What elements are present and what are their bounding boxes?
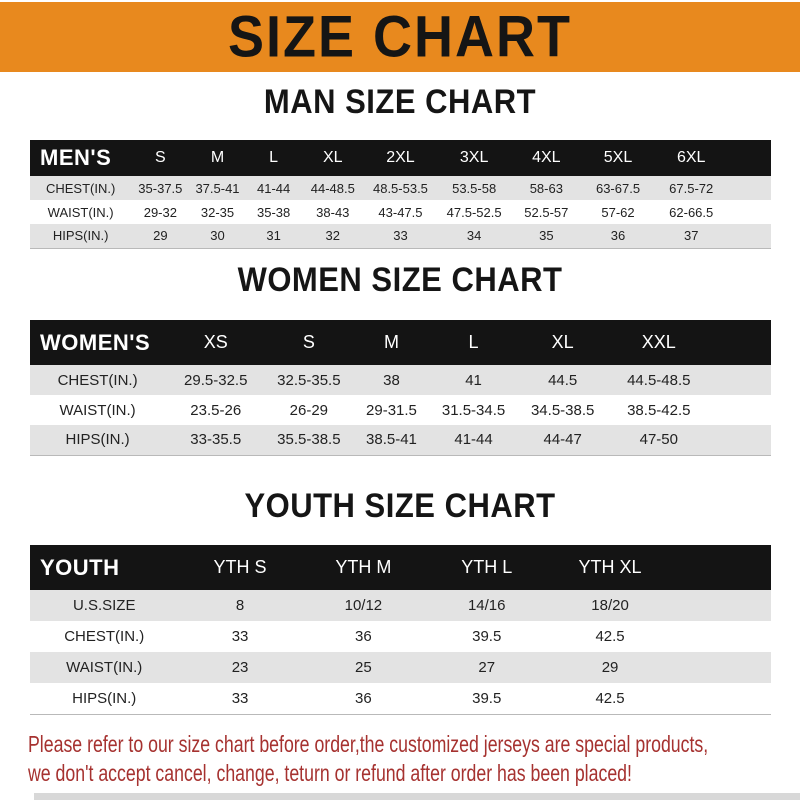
size-value-cell: 42.5 xyxy=(595,628,625,645)
size-value-cell: 32-35 xyxy=(200,204,235,220)
youth-section-title-text: YOUTH SIZE CHART xyxy=(244,485,556,526)
size-value-cell: 43-47.5 xyxy=(378,204,423,220)
size-value-cell: 35 xyxy=(539,228,554,244)
size-value-cell: 37 xyxy=(683,228,699,244)
measurement-row xyxy=(30,590,771,621)
size-value-cell: 18/20 xyxy=(591,597,629,614)
size-value-cell: 30 xyxy=(210,228,225,244)
measurement-row xyxy=(30,224,771,248)
order-policy-line-1: Please refer to our size chart before order,the customized jerseys are special products, xyxy=(28,731,709,757)
size-value-cell: 39.5 xyxy=(472,689,502,707)
size-value-cell: 33-35.5 xyxy=(190,431,242,449)
size-column-header: 4XL xyxy=(532,149,561,166)
size-table xyxy=(30,140,771,249)
header-filler-cell xyxy=(708,320,771,365)
size-table xyxy=(30,320,771,456)
man-size-table xyxy=(30,140,771,249)
size-value-cell: 33 xyxy=(231,689,249,707)
size-value-cell: 44.5 xyxy=(548,371,578,389)
measurement-row xyxy=(30,425,771,455)
size-value-cell: 34 xyxy=(466,228,482,244)
size-value-cell: 47.5-52.5 xyxy=(446,204,502,220)
size-value-cell: 36 xyxy=(355,628,372,645)
size-value-cell: 38.5-42.5 xyxy=(627,401,691,419)
size-value-cell: 14/16 xyxy=(467,597,506,614)
size-value-cell: 32 xyxy=(325,228,341,244)
measurement-row-label: CHEST(IN.) xyxy=(45,180,116,196)
size-table xyxy=(30,545,771,715)
row-filler-cell xyxy=(728,224,771,248)
size-column-header: 5XL xyxy=(603,149,633,166)
size-value-cell: 37.5-41 xyxy=(195,180,240,196)
size-column-header: 6XL xyxy=(676,149,706,166)
measurement-row-label: HIPS(IN.) xyxy=(72,689,137,707)
size-value-cell: 42.5 xyxy=(595,689,625,707)
size-value-cell: 29 xyxy=(601,659,619,676)
size-value-cell: 67.5-72 xyxy=(669,180,714,196)
size-value-cell: 41-44 xyxy=(454,431,493,449)
size-value-cell: 36 xyxy=(355,689,372,707)
size-value-cell: 44-47 xyxy=(543,431,582,449)
row-filler-cell xyxy=(672,652,771,683)
size-value-cell: 38.5-41 xyxy=(366,431,417,449)
size-table-header-label: WOMEN'S xyxy=(40,329,151,355)
size-table-header-row xyxy=(30,320,771,365)
row-filler-cell xyxy=(672,683,771,714)
order-policy-note xyxy=(28,730,709,788)
size-value-cell: 33 xyxy=(393,228,408,244)
women-section-title xyxy=(0,259,800,300)
measurement-row-label: WAIST(IN.) xyxy=(59,401,136,419)
size-value-cell: 23 xyxy=(231,659,249,676)
size-value-cell: 23.5-26 xyxy=(190,401,242,419)
size-value-cell: 8 xyxy=(235,597,245,614)
row-filler-cell xyxy=(672,590,771,621)
women-section-title-text: WOMEN SIZE CHART xyxy=(237,259,563,300)
size-value-cell: 36 xyxy=(610,228,626,244)
size-value-cell: 31.5-34.5 xyxy=(441,401,506,419)
size-column-header: YTH L xyxy=(461,557,513,577)
size-column-header: YTH XL xyxy=(578,557,642,577)
size-value-cell: 29-31.5 xyxy=(366,401,417,419)
size-column-header: XXL xyxy=(641,332,676,352)
size-value-cell: 10/12 xyxy=(344,597,383,614)
measurement-row xyxy=(30,200,771,224)
measurement-row-label: CHEST(IN.) xyxy=(57,371,138,389)
size-value-cell: 35-37.5 xyxy=(138,180,183,196)
size-column-header: 2XL xyxy=(386,149,415,166)
size-value-cell: 35-38 xyxy=(257,204,291,220)
measurement-row xyxy=(30,365,771,395)
size-value-cell: 41-44 xyxy=(257,180,291,196)
size-table-header-row xyxy=(30,545,771,590)
size-chart-banner xyxy=(0,2,800,72)
row-filler-cell xyxy=(672,621,771,652)
measurement-row xyxy=(30,621,771,652)
size-value-cell: 34.5-38.5 xyxy=(530,401,595,419)
size-value-cell: 38 xyxy=(383,371,400,389)
measurement-row-label: WAIST(IN.) xyxy=(66,659,143,676)
header-filler-cell xyxy=(728,140,771,176)
size-column-header: YTH M xyxy=(335,557,392,577)
size-value-cell: 29.5-32.5 xyxy=(184,371,248,389)
measurement-row xyxy=(30,395,771,425)
measurement-row xyxy=(30,176,771,200)
women-size-table xyxy=(30,320,771,456)
size-value-cell: 29-32 xyxy=(143,204,177,220)
size-table-header-row xyxy=(30,140,771,176)
youth-size-table xyxy=(30,545,771,715)
size-value-cell: 31 xyxy=(266,228,281,244)
size-column-header: XS xyxy=(203,332,228,352)
size-table-header-label: MEN'S xyxy=(40,145,112,170)
size-column-header: XL xyxy=(551,332,574,352)
row-filler-cell xyxy=(728,200,771,224)
size-value-cell: 52.5-57 xyxy=(524,204,569,220)
size-value-cell: 32.5-35.5 xyxy=(277,371,341,389)
row-filler-cell xyxy=(708,365,771,395)
order-policy-line-2: we don't accept cancel, change, teturn or refund after order has been placed! xyxy=(28,760,632,786)
size-value-cell: 53.5-58 xyxy=(452,180,497,196)
size-column-header: S xyxy=(155,149,166,166)
size-value-cell: 27 xyxy=(478,659,496,676)
size-value-cell: 39.5 xyxy=(472,628,502,645)
measurement-row-label: WAIST(IN.) xyxy=(47,204,114,220)
size-table-header-label: YOUTH xyxy=(40,554,120,580)
size-value-cell: 44-48.5 xyxy=(310,180,355,196)
size-value-cell: 57-62 xyxy=(601,204,635,220)
size-column-header: M xyxy=(383,332,399,352)
size-column-header: S xyxy=(302,332,315,352)
man-section-title xyxy=(0,81,800,122)
size-column-header: L xyxy=(269,149,279,166)
measurement-row-label: CHEST(IN.) xyxy=(64,628,145,645)
row-filler-cell xyxy=(708,425,771,455)
size-value-cell: 25 xyxy=(355,659,372,676)
size-value-cell: 41 xyxy=(465,371,482,389)
row-filler-cell xyxy=(728,176,771,200)
size-value-cell: 62-66.5 xyxy=(669,204,714,220)
size-column-header: XL xyxy=(322,149,343,166)
measurement-row xyxy=(30,652,771,683)
size-value-cell: 26-29 xyxy=(289,401,329,419)
size-value-cell: 48.5-53.5 xyxy=(372,180,428,196)
header-filler-cell xyxy=(672,545,771,590)
man-section-title-text: MAN SIZE CHART xyxy=(263,81,537,122)
size-value-cell: 38-43 xyxy=(316,204,350,220)
size-column-header: 3XL xyxy=(459,149,489,166)
measurement-row-label: U.S.SIZE xyxy=(72,597,136,614)
youth-section-title xyxy=(0,485,800,526)
bottom-divider-bar xyxy=(34,793,800,800)
measurement-row-label: HIPS(IN.) xyxy=(52,228,109,244)
size-value-cell: 58-63 xyxy=(529,180,563,196)
page-title: SIZE CHART xyxy=(228,4,572,70)
size-value-cell: 44.5-48.5 xyxy=(627,371,691,389)
size-value-cell: 63-67.5 xyxy=(595,180,641,196)
size-column-header: L xyxy=(468,332,479,352)
measurement-row xyxy=(30,683,771,714)
size-column-header: M xyxy=(210,149,225,166)
size-column-header: YTH S xyxy=(213,557,267,577)
row-filler-cell xyxy=(708,395,771,425)
size-value-cell: 35.5-38.5 xyxy=(277,431,341,449)
measurement-row-label: HIPS(IN.) xyxy=(65,431,130,449)
size-value-cell: 33 xyxy=(231,628,249,645)
size-value-cell: 47-50 xyxy=(639,431,678,449)
size-value-cell: 29 xyxy=(153,228,168,244)
